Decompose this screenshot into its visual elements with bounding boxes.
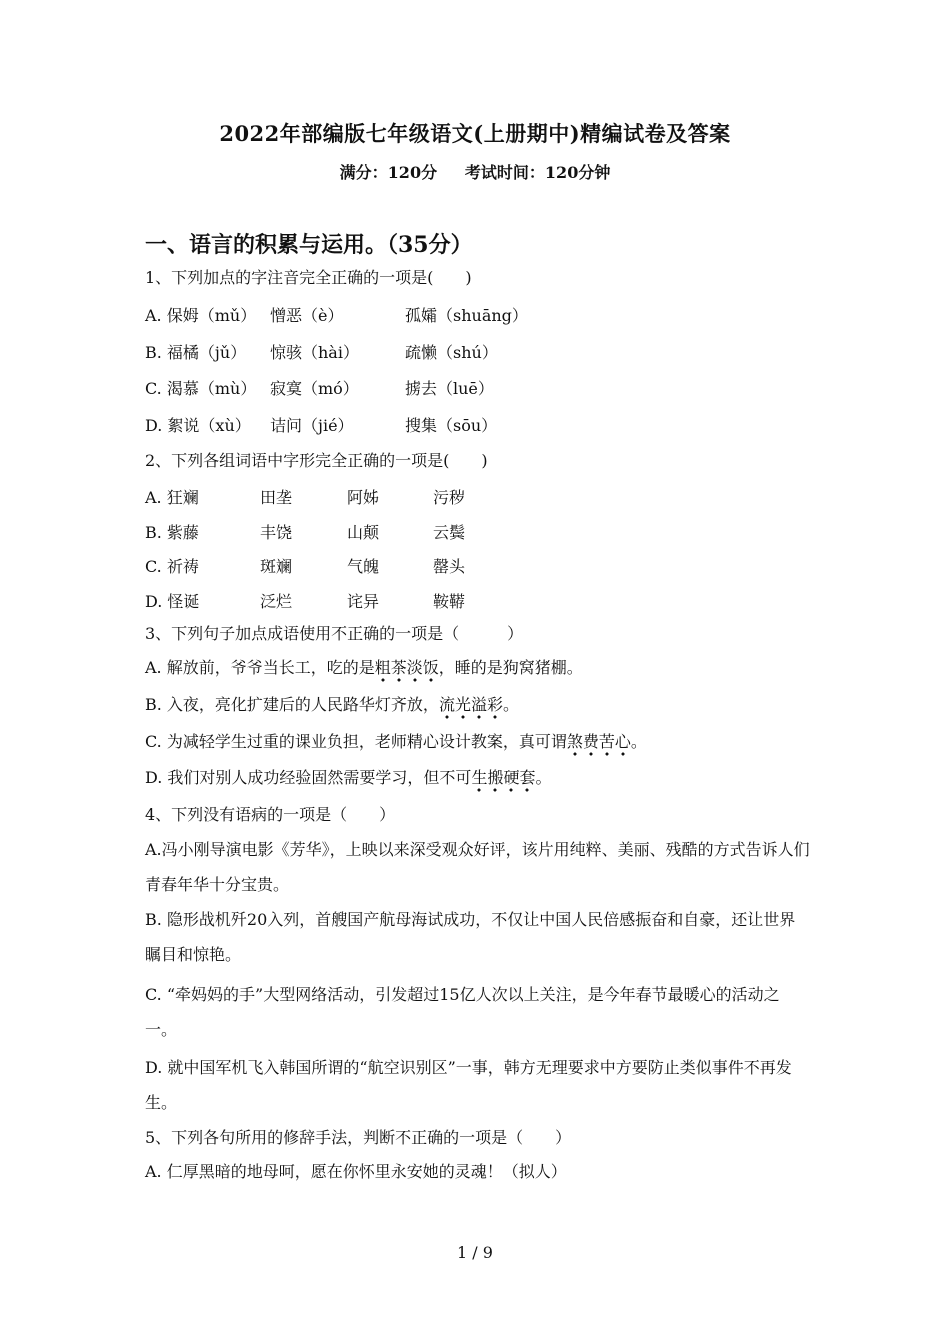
q3-d-idiom: 生搬硬套 — [471, 768, 535, 793]
q2-option-c — [145, 554, 465, 577]
q1-b-1: B. 福橘（jǔ） — [145, 343, 247, 362]
q3-c-pre: C. 为减轻学生过重的课业负担，老师精心设计教案，真可谓 — [145, 732, 567, 751]
q2-c-2: 斑斓 — [260, 557, 293, 576]
q3-d-post: 。 — [535, 768, 552, 787]
q2-b-1: B. 紫藤 — [145, 523, 199, 542]
q3-stem: 3、下列句子加点成语使用不正确的一项是（ ） — [145, 624, 524, 643]
q3-b-idiom: 流光溢彩 — [439, 695, 503, 720]
q5-option-a: A. 仁厚黑暗的地母呵，愿在你怀里永安她的灵魂！（拟人） — [145, 1162, 567, 1181]
q2-option-d — [145, 589, 465, 612]
q3-option-a — [145, 657, 583, 679]
q5-stem: 5、下列各句所用的修辞手法，判断不正确的一项是（ ） — [145, 1128, 572, 1147]
page-number: 1 / 9 — [457, 1243, 493, 1262]
q3-b-pre: B. 入夜，亮化扩建后的人民路华灯齐放， — [145, 695, 439, 714]
q3-a-post: ，睡的是狗窝猪棚。 — [438, 658, 583, 677]
q3-option-c — [145, 731, 647, 753]
q2-b-4: 云鬓 — [433, 523, 466, 542]
q1-d-2: 诘问（jié） — [270, 416, 354, 435]
q1-c-3: 掳去（luē） — [405, 379, 494, 398]
q1-c-2: 寂寞（mó） — [270, 379, 359, 398]
q2-b-3: 山颠 — [347, 523, 380, 542]
q3-option-d — [145, 767, 551, 789]
q2-a-3: 阿姊 — [347, 488, 380, 507]
q1-a-3: 孤孀（shuāng） — [405, 306, 528, 325]
q1-d-3: 搜集（sōu） — [405, 416, 498, 435]
q1-a-2: 憎恶（è） — [270, 306, 344, 325]
q2-c-1: C. 祈祷 — [145, 557, 199, 576]
section-heading: 一、语言的积累与运用。（35分） — [145, 232, 473, 258]
q1-option-d — [145, 413, 497, 436]
q2-a-2: 田垄 — [260, 488, 293, 507]
q3-c-idiom: 煞费苦心 — [567, 732, 631, 757]
q1-stem: 1、下列加点的字注音完全正确的一项是( ) — [145, 268, 472, 287]
q2-d-1: D. 怪诞 — [145, 592, 200, 611]
q2-a-4: 污秽 — [433, 488, 466, 507]
q2-d-2: 泛烂 — [260, 592, 293, 611]
q1-b-2: 惊骇（hài） — [270, 343, 359, 362]
document-title: 2022年部编版七年级语文(上册期中)精编试卷及答案 — [219, 121, 731, 146]
q3-b-post: 。 — [502, 695, 519, 714]
q2-stem: 2、下列各组词语中字形完全正确的一项是( ) — [145, 451, 488, 470]
q2-c-3: 气魄 — [347, 557, 380, 576]
q4-option-a: A.冯小刚导演电影《芳华》，上映以来深受观众好评，该片用纯粹、美丽、残酷的方式告诉人们青春年华十分宝贵。 — [145, 840, 810, 894]
q1-a-1: A. 保姆（mǔ） — [145, 306, 257, 325]
q2-a-1: A. 狂斓 — [145, 488, 199, 507]
q3-d-pre: D. 我们对别人成功经验固然需要学习，但不可 — [145, 768, 472, 787]
q1-option-a — [145, 303, 528, 326]
q4-stem: 4、下列没有语病的一项是（ ） — [145, 805, 396, 824]
q2-b-2: 丰饶 — [260, 523, 293, 542]
q1-d-1: D. 絮说（xù） — [145, 416, 251, 435]
q1-b-3: 疏懒（shú） — [405, 343, 498, 362]
q4-option-b: B. 隐形战机歼20入列，首艘国产航母海试成功，不仅让中国人民倍感振奋和自豪，还让世界瞩目和惊艳。 — [145, 910, 796, 964]
document-subtitle: 满分：120分 考试时间：120分钟 — [339, 163, 611, 182]
q2-option-b — [145, 520, 465, 543]
q2-d-4: 鞍鞯 — [433, 592, 466, 611]
q1-option-b — [145, 340, 498, 363]
q1-option-c — [145, 376, 494, 399]
q3-a-pre: A. 解放前，爷爷当长工，吃的是 — [145, 658, 375, 677]
q4-option-c: C. “牵妈妈的手”大型网络活动，引发超过15亿人次以上关注，是今年春节最暖心的活动之一。 — [145, 985, 780, 1039]
q2-d-3: 诧异 — [347, 592, 380, 611]
q1-c-1: C. 渴慕（mù） — [145, 379, 257, 398]
q2-c-4: 罄头 — [433, 557, 466, 576]
q3-c-post: 。 — [630, 732, 647, 751]
q3-a-idiom: 粗茶淡饭 — [375, 658, 439, 683]
q3-option-b — [145, 694, 519, 716]
q2-option-a — [145, 485, 465, 508]
q4-option-d: D. 就中国军机飞入韩国所谓的“航空识别区”一事，韩方无理要求中方要防止类似事件不再发生。 — [145, 1058, 792, 1112]
